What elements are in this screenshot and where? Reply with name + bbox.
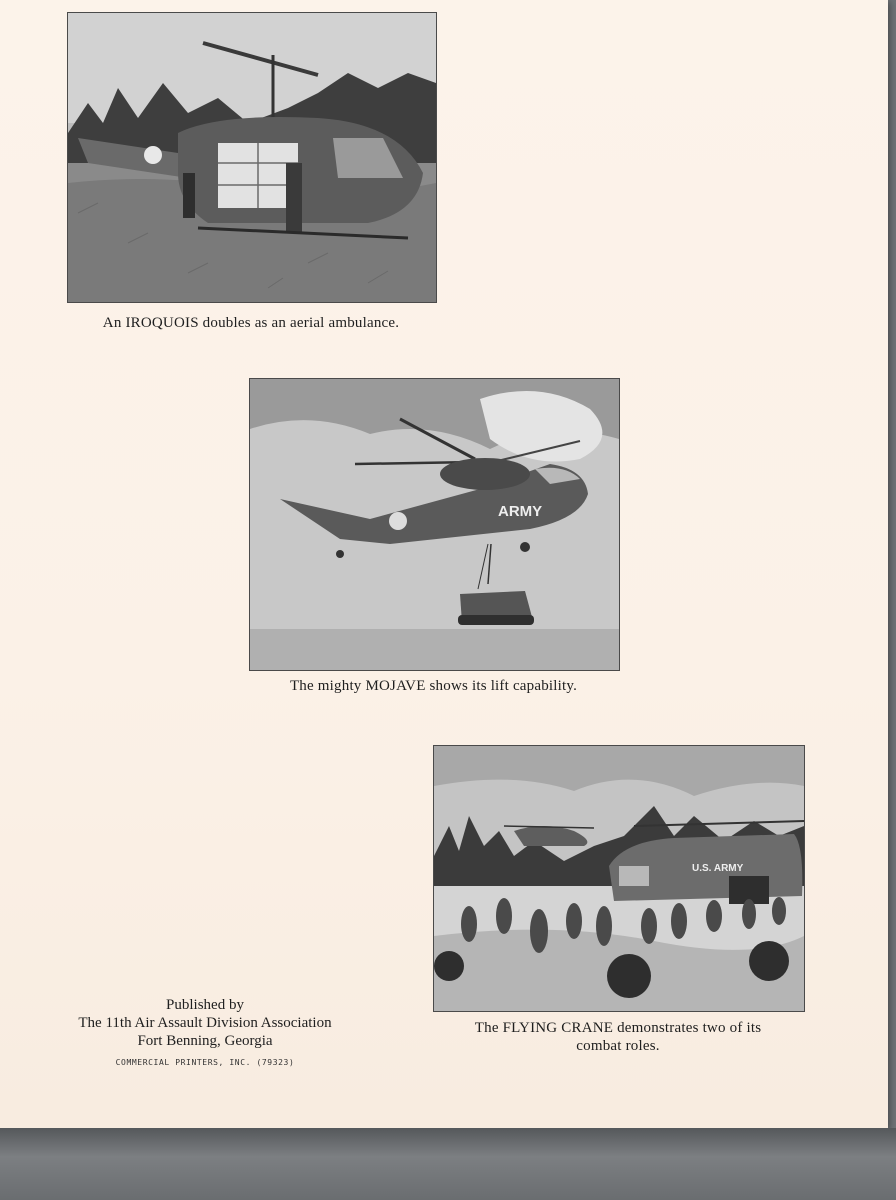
flying-crane-caption-line1: The FLYING CRANE demonstrates two of its (474, 1020, 762, 1036)
flying-crane-caption (433, 1019, 803, 1055)
mojave-photo (249, 378, 620, 671)
location: Fort Benning, Georgia (137, 1033, 273, 1049)
printer-credit: COMMERCIAL PRINTERS, INC. (79323) (115, 1058, 295, 1067)
flying-crane-caption-line2: combat roles. (576, 1038, 660, 1054)
scanner-background (0, 1128, 896, 1200)
crane-army-marking: U.S. ARMY (692, 863, 744, 874)
iroquois-caption: An IROQUOIS doubles as an aerial ambulance. (102, 315, 400, 331)
association-name: The 11th Air Assault Division Association (78, 1015, 332, 1031)
published-by: Published by (166, 997, 244, 1013)
mojave-caption: The mighty MOJAVE shows its lift capability. (289, 678, 578, 694)
flying-crane-photo (433, 745, 805, 1012)
publisher-block (40, 996, 370, 1050)
iroquois-photo (67, 12, 437, 303)
mojave-army-marking: ARMY (498, 503, 543, 520)
